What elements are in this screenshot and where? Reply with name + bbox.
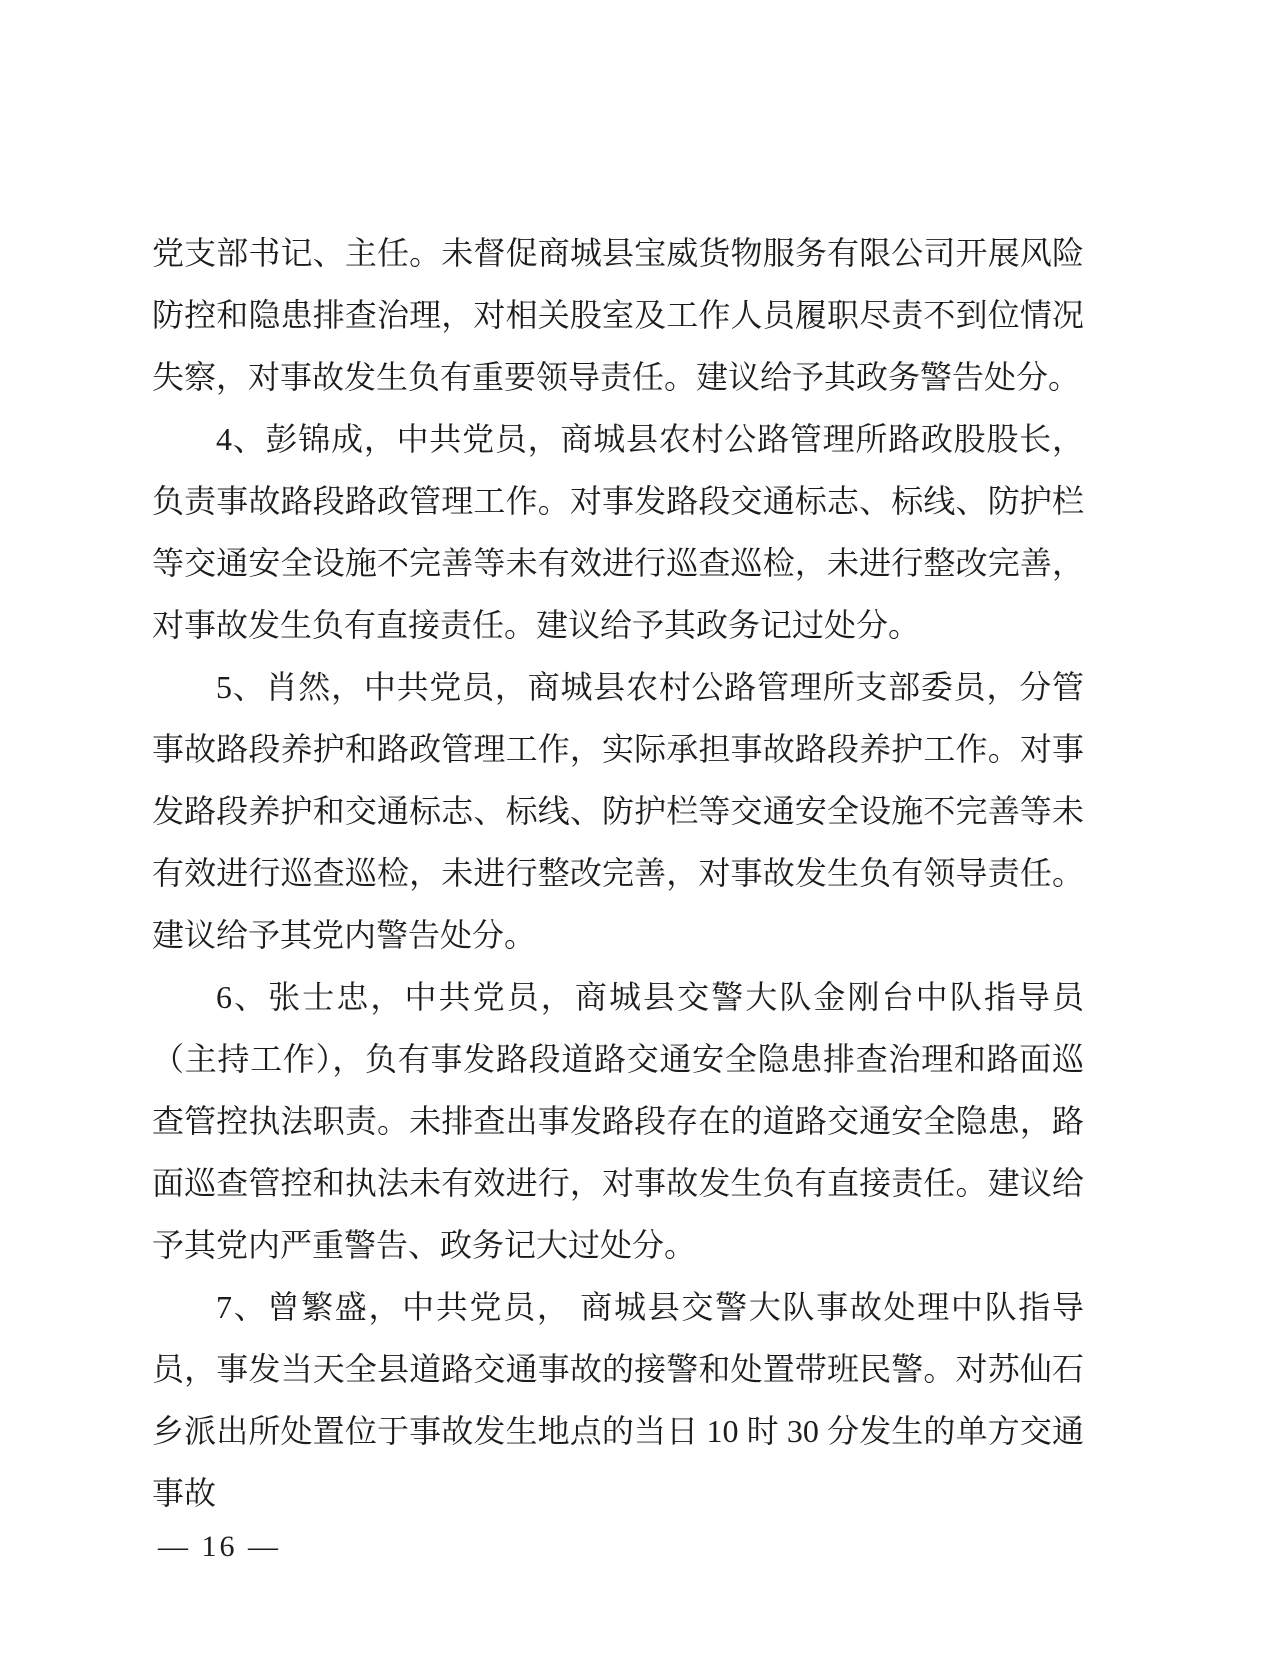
body-paragraph-item-5: 5、肖然，中共党员，商城县农村公路管理所支部委员，分管事故路段养护和路政管理工作，实际承担事故路段养护工作。对事发路段养护和交通标志、标线、防护栏等交通安全设施不完善等未有效进行巡查巡检，未进行整改完善，对事故发生负有领导责任。建议给予其党内警告处分。	[152, 669, 1084, 953]
body-paragraph-item-7: 7、曾繁盛，中共党员， 商城县交警大队事故处理中队指导员，事发当天全县道路交通事故的接警和处置带班民警。对苏仙石乡派出所处置位于事故发生地点的当日 10 时 30 分发生的单方交通事故	[152, 1289, 1084, 1511]
page-number: — 16 —	[158, 1530, 281, 1563]
body-paragraph-item-4: 4、彭锦成，中共党员，商城县农村公路管理所路政股股长，负责事故路段路政管理工作。对事发路段交通标志、标线、防护栏等交通安全设施不完善等未有效进行巡查巡检，未进行整改完善，对事故发生负有直接责任。建议给予其政务记过处分。	[152, 421, 1084, 643]
body-paragraph-continuation: 党支部书记、主任。未督促商城县宝威货物服务有限公司开展风险防控和隐患排查治理，对相关股室及工作人员履职尽责不到位情况失察，对事故发生负有重要领导责任。建议给予其政务警告处分。	[152, 235, 1084, 395]
body-paragraph-item-6: 6、张士忠，中共党员，商城县交警大队金刚台中队指导员（主持工作），负有事发路段道路交通安全隐患排查治理和路面巡查管控执法职责。未排查出事发路段存在的道路交通安全隐患，路面巡查管控和执法未有效进行，对事故发生负有直接责任。建议给予其党内严重警告、政务记大过处分。	[152, 979, 1084, 1263]
document-body	[152, 222, 1084, 1524]
